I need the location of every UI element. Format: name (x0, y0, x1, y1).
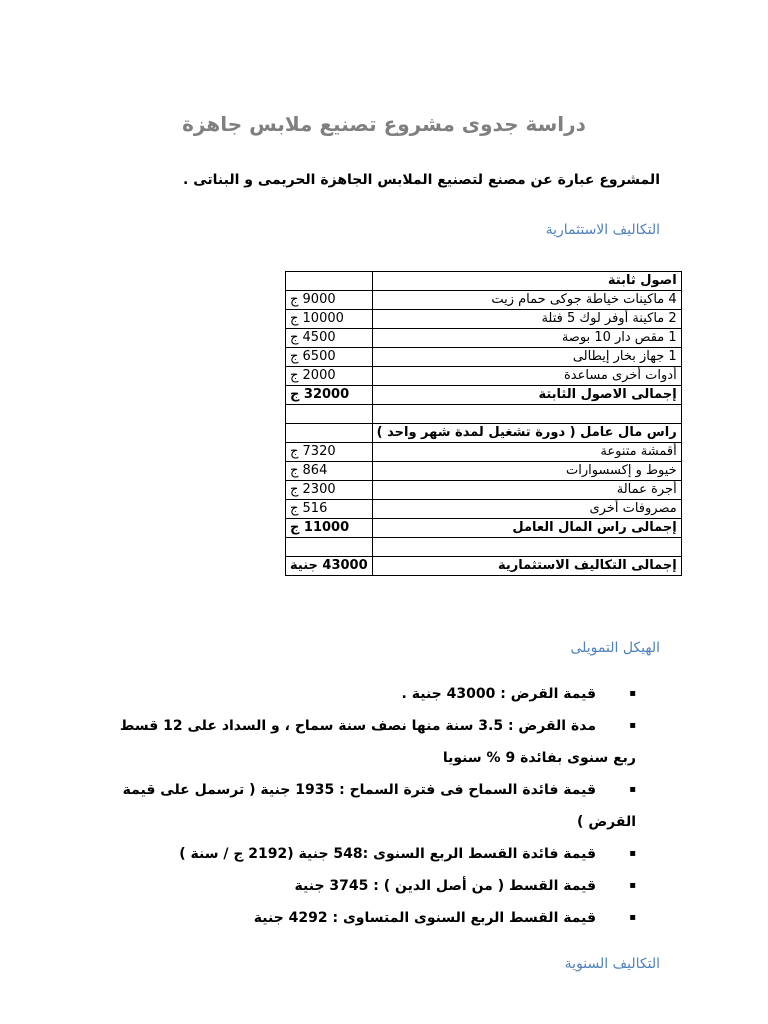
table-row (286, 519, 682, 538)
table-row (286, 500, 682, 519)
item-description (372, 405, 681, 424)
bullet-icon: ▪ (629, 880, 636, 891)
table-row (286, 538, 682, 557)
list-item (36, 710, 636, 774)
list-item (36, 870, 636, 902)
item-description: 2 ماكينة أوفر لوك 5 فتلة (372, 310, 681, 329)
item-description: راس مال عامل ( دورة تشغيل لمدة شهر واحد ) (372, 424, 681, 443)
table-row (286, 557, 682, 576)
item-amount: 2300 ج (286, 481, 373, 500)
item-amount: 4500 ج (286, 329, 373, 348)
list-item-text: قيمة فائدة السماح فى فترة السماح : 1935 جنية ( ترسمل على قيمة (122, 782, 596, 798)
list-item-continuation: ربع سنوى بفائدة 9 % سنويا (442, 750, 636, 766)
table-row (286, 310, 682, 329)
item-amount: 10000 ج (286, 310, 373, 329)
table-row (286, 424, 682, 443)
item-description: أقمشة متنوعة (372, 443, 681, 462)
bullet-icon: ▪ (629, 784, 636, 795)
bullet-icon: ▪ (629, 912, 636, 923)
item-amount: 2000 ج (286, 367, 373, 386)
item-amount: 43000 جنية (286, 557, 373, 576)
list-item-continuation: القرض ) (577, 814, 636, 830)
investment-cost-table (285, 271, 682, 576)
list-item (36, 902, 636, 934)
list-item-text: قيمة القرض : 43000 جنية . (401, 686, 596, 702)
item-amount: 864 ج (286, 462, 373, 481)
item-amount (286, 405, 373, 424)
item-description: 1 مقص دار 10 بوصة (372, 329, 681, 348)
list-item-text: مدة القرض : 3.5 سنة منها نصف سنة سماح ، و السداد على 12 قسط (119, 718, 596, 734)
table-row (286, 348, 682, 367)
item-description: 1 جهاز بخار إيطالى (372, 348, 681, 367)
page-title: دراسة جدوى مشروع تصنيع ملابس جاهزة (182, 112, 586, 136)
item-description: أدوات أخرى مساعدة (372, 367, 681, 386)
table-row (286, 481, 682, 500)
list-item (36, 774, 636, 838)
bullet-icon: ▪ (629, 720, 636, 731)
list-item-text: قيمة القسط الربع السنوى المتساوى : 4292 جنية (253, 910, 596, 926)
item-amount: 7320 ج (286, 443, 373, 462)
list-item-text: قيمة فائدة القسط الربع السنوى :548 جنية (2192 ج / سنة ) (179, 846, 596, 862)
item-amount: 6500 ج (286, 348, 373, 367)
table-row (286, 386, 682, 405)
heading-annual-costs: التكاليف السنوية (564, 956, 660, 972)
intro-paragraph: المشروع عبارة عن مصنع لتصنيع الملابس الجاهزة الحريمى و البناتى . (183, 172, 660, 188)
item-amount: 9000 ج (286, 291, 373, 310)
list-item-text: قيمة القسط ( من أصل الدين ) : 3745 جنية (294, 878, 596, 894)
item-description: أجرة عمالة (372, 481, 681, 500)
item-amount: 32000 ج (286, 386, 373, 405)
item-description: 4 ماكينات خياطة جوكى حمام زيت (372, 291, 681, 310)
item-description: إجمالى راس المال العامل (372, 519, 681, 538)
table-row (286, 329, 682, 348)
table-row (286, 405, 682, 424)
financing-list (36, 678, 636, 934)
item-amount (286, 272, 373, 291)
heading-financing-structure: الهيكل التمويلى (570, 640, 660, 656)
list-item (36, 678, 636, 710)
table-row (286, 291, 682, 310)
table-row (286, 462, 682, 481)
item-amount (286, 424, 373, 443)
item-amount: 11000 ج (286, 519, 373, 538)
bullet-icon: ▪ (629, 848, 636, 859)
item-description: مصروفات أخرى (372, 500, 681, 519)
item-amount (286, 538, 373, 557)
item-description: اصول ثابتة (372, 272, 681, 291)
item-description: خيوط و إكسسوارات (372, 462, 681, 481)
heading-investment-costs: التكاليف الاستثمارية (545, 222, 660, 238)
table-row (286, 367, 682, 386)
bullet-icon: ▪ (629, 688, 636, 699)
table-row (286, 272, 682, 291)
item-description: إجمالى الاصول الثابتة (372, 386, 681, 405)
item-description (372, 538, 681, 557)
table-row (286, 443, 682, 462)
item-amount: 516 ج (286, 500, 373, 519)
item-description: إجمالى التكاليف الاستثمارية (372, 557, 681, 576)
list-item (36, 838, 636, 870)
